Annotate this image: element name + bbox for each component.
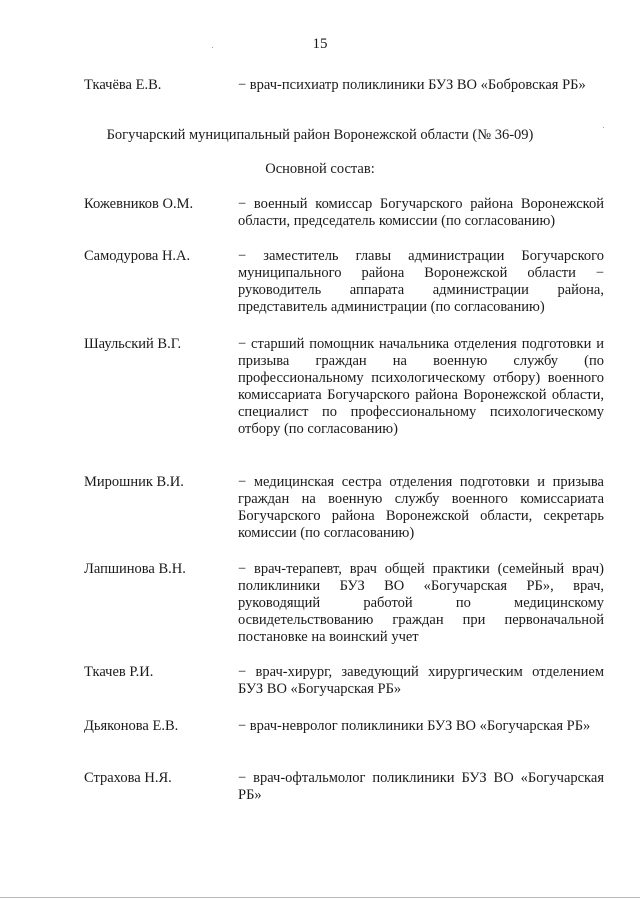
composition-subheading: Основной состав: xyxy=(265,161,375,177)
member-entry xyxy=(84,718,604,735)
member-role: − старший помощник начальника отделения подготовки и призыва граждан на военную службу (по профессиональному психологическому отбору) военного комиссариата Богучарского района Воронежской области, специалист по профессиональному психологическому отбору (по согласованию) xyxy=(238,336,604,437)
member-role: − врач-невролог поликлиники БУЗ ВО «Богучарская РБ» xyxy=(238,718,591,734)
member-name: Ткачёва Е.В. xyxy=(84,77,162,93)
district-heading: Богучарский муниципальный район Воронежской области (№ 36-09) xyxy=(106,127,534,143)
member-entry xyxy=(84,248,604,316)
member-entry xyxy=(84,561,604,646)
member-entry xyxy=(84,77,604,94)
page-number: 15 xyxy=(312,36,328,52)
member-role: − медицинская сестра отделения подготовки и призыва граждан на военную службу военного комиссариата Богучарского района Воронежской области, секретарь комиссии (по согласованию) xyxy=(238,474,604,541)
scan-speck xyxy=(212,47,213,48)
member-name: Дьяконова Е.В. xyxy=(84,718,179,734)
member-role: − врач-хирург, заведующий хирургическим отделением БУЗ ВО «Богучарская РБ» xyxy=(238,664,604,697)
bottom-scan-edge xyxy=(0,897,640,898)
member-name: Самодурова Н.А. xyxy=(84,248,191,264)
member-role: − военный комиссар Богучарского района Воронежской области, председатель комиссии (по согласованию) xyxy=(238,196,604,229)
member-entry xyxy=(84,664,604,698)
member-role: − заместитель главы администрации Богучарского муниципального района Воронежской области − руководитель аппарата администрации района, представитель администрации (по согласованию) xyxy=(238,248,604,315)
member-entry xyxy=(84,336,604,438)
member-entry xyxy=(84,770,604,804)
member-name: Кожевников О.М. xyxy=(84,196,194,212)
member-name: Мирошник В.И. xyxy=(84,474,184,490)
member-name: Шаульский В.Г. xyxy=(84,336,182,352)
member-name: Страхова Н.Я. xyxy=(84,770,172,786)
member-role: − врач-терапевт, врач общей практики (семейный врач) поликлиники БУЗ ВО «Богучарская РБ», врач, руководящий работой по медицинскому освидетельствованию граждан при первоначальной постановке на воинский учет xyxy=(238,561,604,645)
member-entry xyxy=(84,474,604,542)
member-role: − врач-офтальмолог поликлиники БУЗ ВО «Богучарская РБ» xyxy=(238,770,604,803)
member-entry xyxy=(84,196,604,230)
member-name: Ткачев Р.И. xyxy=(84,664,154,680)
scan-speck xyxy=(603,127,604,128)
member-name: Лапшинова В.Н. xyxy=(84,561,186,577)
member-role: − врач-психиатр поликлиники БУЗ ВО «Бобровская РБ» xyxy=(238,77,586,93)
